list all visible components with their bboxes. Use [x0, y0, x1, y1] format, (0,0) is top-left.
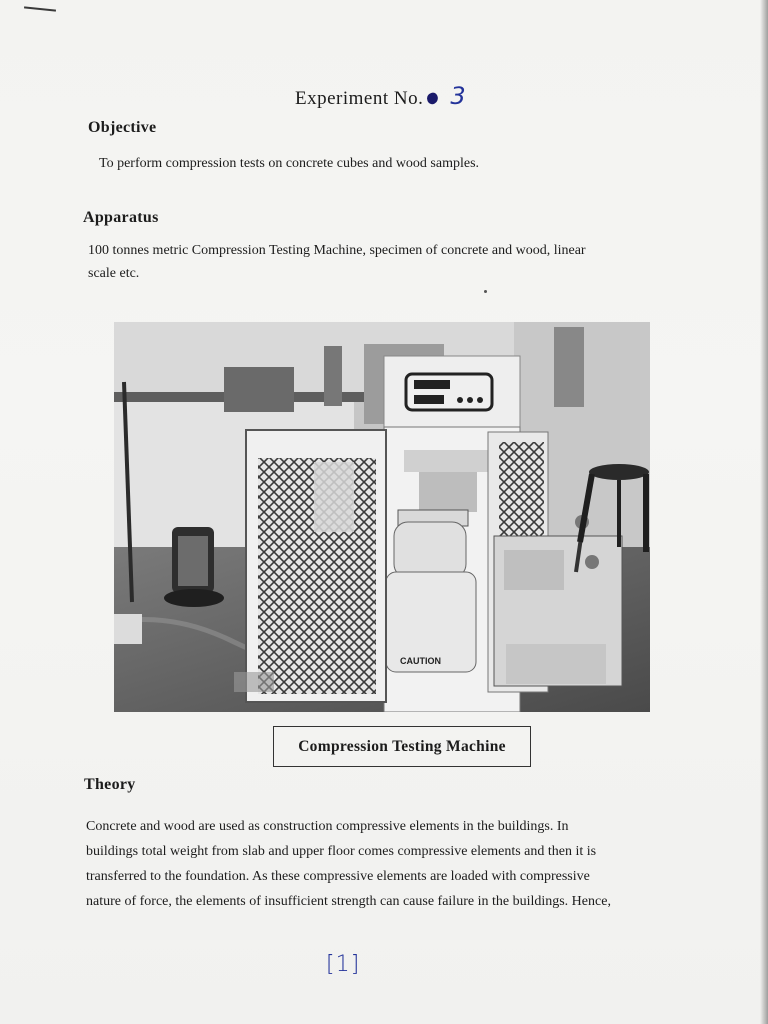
theory-line: nature of force, the elements of insufficient strength can cause failure in the buildings. Hence,	[86, 894, 611, 909]
handwritten-experiment-number: 3	[450, 82, 467, 110]
figure-caption: Compression Testing Machine	[273, 726, 531, 767]
page-edge-shadow	[760, 0, 768, 1024]
objective-heading: Objective	[88, 119, 157, 136]
page-number: [1]	[326, 952, 361, 977]
theory-line: transferred to the foundation. As these compressive elements are loaded with compressive	[86, 869, 590, 884]
experiment-title	[295, 82, 466, 110]
ink-scribble-icon	[426, 91, 441, 106]
apparatus-text-line-1: 100 tonnes metric Compression Testing Machine, specimen of concrete and wood, linear	[88, 243, 586, 258]
machine-photo	[114, 322, 650, 712]
machine-photo-illustration	[114, 322, 650, 712]
apparatus-heading: Apparatus	[83, 209, 159, 226]
stray-pen-mark	[24, 6, 56, 11]
title-prefix: Experiment No.	[295, 88, 424, 109]
theory-paragraph	[86, 814, 666, 914]
theory-heading: Theory	[84, 776, 136, 793]
theory-line: Concrete and wood are used as construction compressive elements in the buildings. In	[86, 819, 569, 834]
objective-text: To perform compression tests on concrete cubes and wood samples.	[99, 156, 480, 171]
theory-line: buildings total weight from slab and upper floor comes compressive elements and then it is	[86, 844, 597, 859]
machine-caution-label: CAUTION	[400, 656, 441, 666]
ink-speck	[484, 290, 487, 293]
apparatus-text-line-2: scale etc.	[88, 266, 140, 281]
